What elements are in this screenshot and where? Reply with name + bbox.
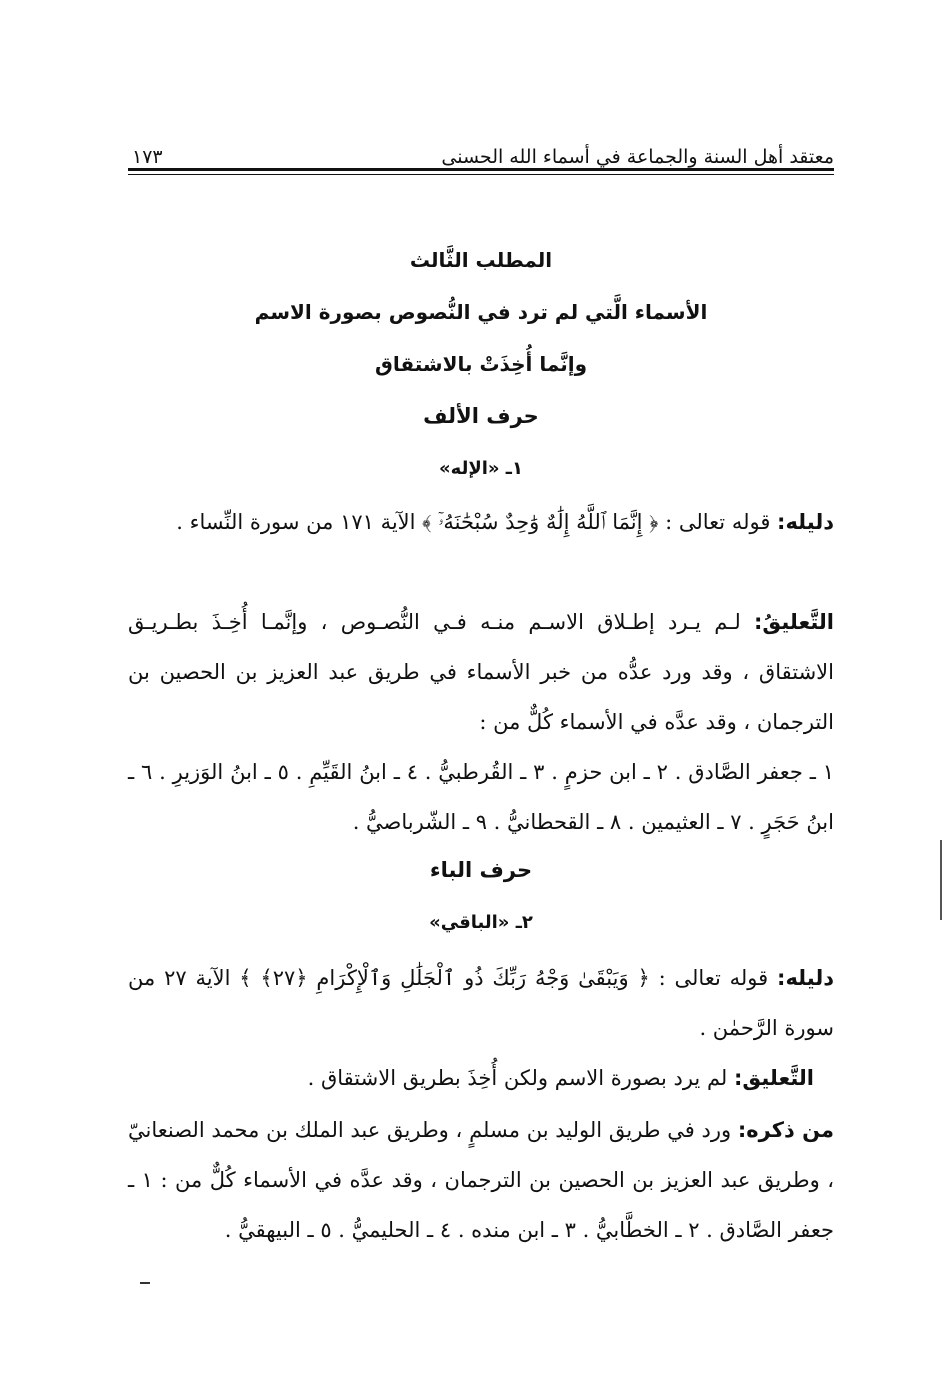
letter-heading-alif: حرف الألف <box>423 404 539 428</box>
name-heading-1: ١ـ «الإله» <box>439 458 523 479</box>
book-page <box>128 0 834 1373</box>
entry2-commentary-text: لم يرد بصورة الاسم ولكن أُخِذَ بطريق الاشتقاق . <box>307 1066 735 1090</box>
name-heading-2: ٢ـ «الباقي» <box>429 912 533 933</box>
section-title-line1: الأسماء الَّتي لم ترد في النُّصوص بصورة الاسم <box>254 300 708 324</box>
entry2-mentioned-by-paragraph <box>128 1105 834 1255</box>
entry1-evidence-text: قوله تعالى : ﴿ إِنَّمَا ٱللَّهُ إِلَٰهٌ وَٰحِدٌ سُبْحَٰنَهُۥٓ ﴾ الآية ١٧١ من سورة النِّساء . <box>176 510 778 534</box>
entry2-evidence-label: دليله: <box>777 966 834 990</box>
section-heading: المطلب الثَّالث <box>409 248 553 272</box>
entry2-mentioned-by-text: ورد في طريق الوليد بن مسلمٍ ، وطريق عبد الملك بن محمد الصنعانيّ ، وطريق عبد العزيز بن الحصين بن الترجمان ، وقد عدَّه في الأسماء كُلٌّ من : ١ ـ جعفر الصَّادق . ٢ ـ الخطَّابيُّ . ٣ ـ ابن منده . ٤ ـ الحليميُّ . ٥ ـ البيهقيُّ . <box>128 1118 834 1242</box>
scan-mark <box>140 1282 150 1284</box>
header-rule-thick <box>128 168 834 171</box>
entry2-mentioned-by-label: من ذكره: <box>737 1118 834 1142</box>
entry2-commentary-label: التَّعليق: <box>734 1066 814 1090</box>
entry1-commentary-paragraph <box>128 597 834 747</box>
running-title: معتقد أهل السنة والجماعة في أسماء الله الحسنى <box>441 146 834 168</box>
section-title-line2: وإنَّما أُخِذَتْ بالاشتقاق <box>374 352 588 376</box>
letter-heading-ba: حرف الباء <box>429 858 533 882</box>
entry1-commentary-text: لـم يـرد إطـلاق الاسـم منـه فـي النُّصـوص ، وإنَّمـا أُخِـذَ بطـريـق الاشتقاق ، وقد ورد عدُّه من خبر الأسماء في طريق عبد العزيز بن الحصين بن الترجمان ، وقد عدَّه في الأسماء كُلٌّ من : <box>128 610 834 734</box>
page-number: ١٧٣ <box>132 146 163 168</box>
header-rule-thin <box>128 174 834 175</box>
entry1-evidence-paragraph <box>128 497 834 547</box>
entry2-evidence-text: قوله تعالى : ﴿ وَيَبْقَىٰ وَجْهُ رَبِّكَ ذُو ٱلْجَلَٰلِ وَٱلْإِكْرَامِ ﴿٢٧﴾ ﴾ الآية ٢٧ من سورة الرَّحمٰن . <box>128 966 834 1040</box>
entry1-commentary-label: التَّعليقُ: <box>754 610 834 634</box>
entry2-evidence-paragraph <box>128 953 834 1053</box>
entry1-evidence-label: دليله: <box>777 510 834 534</box>
scan-edge-mark <box>940 840 942 920</box>
entry2-commentary-paragraph <box>128 1053 834 1103</box>
running-header <box>128 128 834 168</box>
entry1-scholars-list: ١ ـ جعفر الصَّادق . ٢ ـ ابن حزمٍ . ٣ ـ القُرطبيُّ . ٤ ـ ابنُ القَيِّمِ . ٥ ـ ابنُ الوَزيرِ . ٦ ـ ابنُ حَجَرٍ . ٧ ـ العثيمين . ٨ ـ القحطانيُّ . ٩ ـ الشّرباصيُّ . <box>128 760 834 834</box>
